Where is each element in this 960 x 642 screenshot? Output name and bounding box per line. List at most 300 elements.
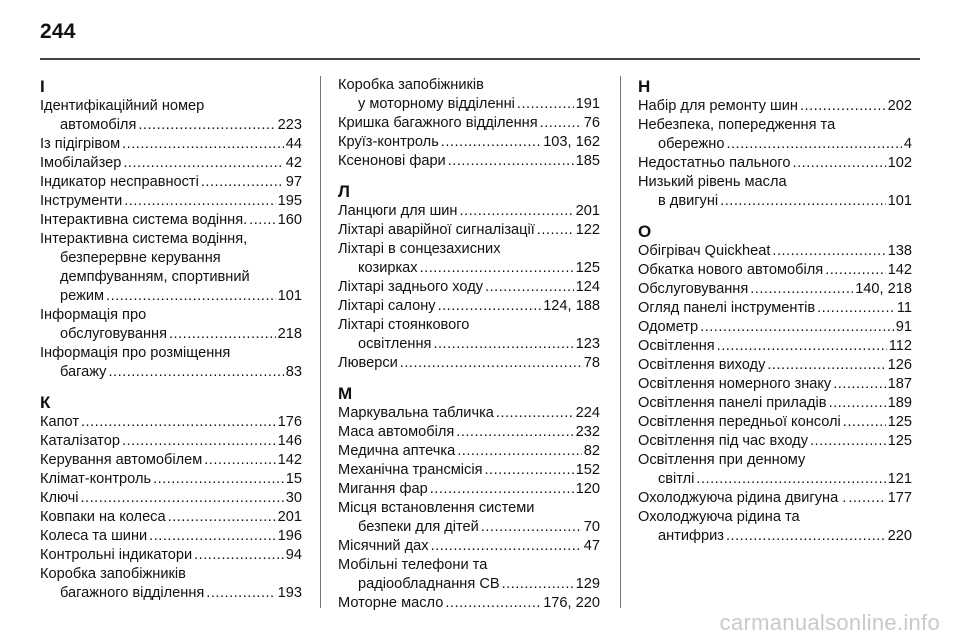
index-entry-line [40, 268, 302, 287]
index-entry [338, 221, 600, 240]
index-entry-line [638, 470, 912, 489]
index-entry-pages: 232 [575, 424, 600, 440]
index-entry-line [638, 394, 912, 413]
index-entry-line [338, 278, 600, 297]
dot-leader [848, 489, 885, 508]
index-entry-pages: 176, 220 [543, 595, 600, 611]
index-entry [338, 354, 600, 373]
index-entry [638, 97, 912, 116]
index-entry-term: Ліхтарі заднього ходу [338, 279, 484, 295]
index-entry-term: Клімат-контроль [40, 471, 152, 487]
index-entry-line [40, 470, 302, 489]
index-entry-term: Освітлення виходу [638, 357, 766, 373]
index-entry-pages: 125 [887, 433, 912, 449]
index-entry-line [338, 316, 600, 335]
index-entry-line [338, 575, 600, 594]
index-entry-term: безперервне керування [60, 250, 221, 266]
index-entry-line [338, 480, 600, 499]
index-entry-pages: 94 [285, 547, 302, 563]
index-entry [338, 461, 600, 480]
dot-leader [537, 221, 574, 240]
index-entry-pages: 146 [277, 433, 302, 449]
index-entry-term: Ідентифікаційний номер [40, 98, 205, 114]
index-entry [338, 297, 600, 316]
index-entry-pages: 44 [285, 136, 302, 152]
index-entry-pages: 152 [575, 462, 600, 478]
index-entry-pages: 138 [887, 243, 912, 259]
dot-leader [194, 546, 284, 565]
index-entry-term: автомобіля [60, 117, 137, 133]
dot-leader [456, 423, 573, 442]
index-entry [40, 451, 302, 470]
index-entry-term: Ліхтарі аварійної сигналізації [338, 222, 535, 238]
dot-leader [441, 133, 541, 152]
index-entry-pages: 224 [575, 405, 600, 421]
index-entry-line [638, 432, 912, 451]
index-entry-term: світлі [658, 471, 695, 487]
index-entry-line [338, 259, 600, 278]
index-entry [40, 211, 302, 230]
dot-leader [81, 489, 284, 508]
dot-leader [817, 299, 895, 318]
dot-leader [829, 394, 886, 413]
index-entry-line [338, 404, 600, 423]
index-entry-term: режим [60, 288, 105, 304]
index-entry [338, 76, 600, 114]
dot-leader [445, 594, 541, 613]
dot-leader [460, 202, 574, 221]
index-entry-term: Люверси [338, 355, 398, 371]
index-entry-line [638, 135, 912, 154]
dot-leader [201, 173, 284, 192]
dot-leader [720, 192, 885, 211]
index-entry-term: Каталізатор [40, 433, 120, 449]
index-entry-line [638, 192, 912, 211]
index-entry-line [40, 230, 302, 249]
index-entry-pages: 201 [575, 203, 600, 219]
index-entry-term: Індикатор несправності [40, 174, 199, 190]
index-entry-line [338, 537, 600, 556]
header-rule [40, 58, 920, 60]
dot-leader [106, 287, 276, 306]
index-entry-term: Кришка багажного відділення [338, 115, 538, 131]
index-entry-line [638, 280, 912, 299]
index-entry [40, 344, 302, 382]
index-entry-pages: 120 [575, 481, 600, 497]
index-entry-line [40, 325, 302, 344]
index-entry [40, 306, 302, 344]
index-entry-line [338, 499, 600, 518]
dot-leader [448, 152, 574, 171]
index-entry-line [338, 95, 600, 114]
index-entry-line [638, 337, 912, 356]
dot-leader [153, 470, 284, 489]
index-entry-term: Інформація про розміщення [40, 345, 231, 361]
index-entry-line [638, 116, 912, 135]
index-column-3 [638, 76, 912, 546]
dot-leader [825, 261, 885, 280]
dot-leader [420, 259, 574, 278]
index-entry-pages: 160 [277, 212, 302, 228]
dot-leader [726, 135, 901, 154]
index-entry [638, 299, 912, 318]
index-entry [638, 154, 912, 173]
index-entry [638, 451, 912, 489]
dot-leader [138, 116, 275, 135]
index-entry-pages: 15 [285, 471, 302, 487]
index-entry-pages: 223 [277, 117, 302, 133]
dot-leader [517, 95, 574, 114]
index-entry-term: Низький рівень масла [638, 174, 787, 190]
index-entry-line [40, 154, 302, 173]
dot-leader [767, 356, 885, 375]
index-entry [338, 133, 600, 152]
index-entry-pages: 83 [285, 364, 302, 380]
index-entry-pages: 82 [583, 443, 600, 459]
page-number: 244 [40, 20, 76, 43]
index-entry-term: Обслуговування [638, 281, 749, 297]
index-entry-term: Контрольні індикатори [40, 547, 193, 563]
index-entry-line [338, 423, 600, 442]
index-entry-line [638, 527, 912, 546]
index-entry-pages: 187 [887, 376, 912, 392]
dot-leader [149, 527, 275, 546]
index-entry-term: Освітлення панелі приладів [638, 395, 827, 411]
index-entry [338, 114, 600, 133]
index-entry-term: обережно [658, 136, 725, 152]
index-entry-term: Медична аптечка [338, 443, 456, 459]
dot-leader [122, 135, 284, 154]
index-entry [338, 423, 600, 442]
dot-leader [726, 527, 886, 546]
index-entry-line [338, 461, 600, 480]
index-entry-line [338, 240, 600, 259]
index-entry-term: Колеса та шини [40, 528, 148, 544]
index-column-2 [338, 76, 600, 613]
index-entry-term: Круїз-контроль [338, 134, 439, 150]
dot-leader [485, 278, 574, 297]
index-entry-pages: 201 [277, 509, 302, 525]
index-entry-line [638, 413, 912, 432]
index-entry-line [338, 594, 600, 613]
dot-leader [696, 470, 885, 489]
column-divider [620, 76, 621, 608]
index-entry-line [638, 173, 912, 192]
index-entry-term: Місця встановлення системи [338, 500, 535, 516]
index-entry-line [338, 335, 600, 354]
index-entry-pages: 218 [277, 326, 302, 342]
index-entry-pages: 102 [887, 155, 912, 171]
index-entry-pages: 142 [277, 452, 302, 468]
index-entry-pages: 101 [277, 288, 302, 304]
index-entry-line [638, 299, 912, 318]
index-entry-term: Імобілайзер [40, 155, 122, 171]
index-entry [638, 116, 912, 154]
index-entry-term: Охолоджуюча рідина та [638, 509, 800, 525]
index-entry-pages: 103, 162 [543, 134, 600, 150]
index-entry-line [40, 344, 302, 363]
dot-leader [457, 442, 582, 461]
index-entry [638, 280, 912, 299]
section-letter: О [638, 222, 652, 241]
index-entry-term: козирках [358, 260, 418, 276]
index-entry-term: обслуговування [60, 326, 167, 342]
index-entry-pages: 220 [887, 528, 912, 544]
dot-leader [124, 192, 275, 211]
index-entry-line [40, 287, 302, 306]
dot-leader [750, 280, 853, 299]
index-entry-line [40, 135, 302, 154]
index-entry-line [40, 211, 302, 230]
index-entry-term: в двигуні [658, 193, 719, 209]
index-entry-term: Капот [40, 414, 79, 430]
index-entry [40, 470, 302, 489]
index-entry-line [338, 354, 600, 373]
index-entry-pages: 11 [896, 300, 912, 316]
index-entry [338, 556, 600, 594]
index-entry-pages: 121 [887, 471, 912, 487]
index-entry-term: у моторному відділенні [358, 96, 515, 112]
dot-leader [206, 584, 275, 603]
index-entry-term: Інструменти [40, 193, 123, 209]
dot-leader [122, 432, 276, 451]
index-entry-pages: 185 [575, 153, 600, 169]
index-entry-line [338, 518, 600, 537]
dot-leader [169, 325, 276, 344]
index-entry-term: Ліхтарі стоянкового [338, 317, 470, 333]
index-entry-line [40, 363, 302, 382]
index-entry-pages: 125 [887, 414, 912, 430]
index-entry-pages: 124 [575, 279, 600, 295]
index-entry-line [638, 451, 912, 470]
index-entry [40, 173, 302, 192]
index-entry-term: Маркувальна табличка [338, 405, 494, 421]
index-entry [40, 154, 302, 173]
index-entry-line [40, 173, 302, 192]
index-entry-line [40, 413, 302, 432]
index-entry-term: Коробка запобіжників [40, 566, 186, 582]
index-entry-term: багажу [60, 364, 107, 380]
index-entry-line [338, 114, 600, 133]
index-entry-term: Набір для ремонту шин [638, 98, 798, 114]
dot-leader [108, 363, 283, 382]
dot-leader [433, 335, 573, 354]
index-entry [338, 202, 600, 221]
index-entry-pages: 140, 218 [855, 281, 912, 297]
index-entry-line [338, 202, 600, 221]
index-entry-term: Небезпека, попередження та [638, 117, 836, 133]
index-entry [338, 499, 600, 537]
index-entry [40, 192, 302, 211]
index-entry-line [338, 133, 600, 152]
index-entry [338, 404, 600, 423]
dot-leader [400, 354, 582, 373]
section-letter: І [40, 77, 45, 96]
index-entry [338, 240, 600, 278]
index-entry [638, 375, 912, 394]
index-entry-pages: 191 [575, 96, 600, 112]
index-entry [638, 337, 912, 356]
index-entry-line [338, 297, 600, 316]
index-entry-term: Мобільні телефони та [338, 557, 488, 573]
index-entry-pages: 126 [887, 357, 912, 373]
index-entry-term: Інтерактивна система водіння, [40, 231, 248, 247]
column-divider [320, 76, 321, 608]
index-entry-line [40, 584, 302, 603]
section-letter: Н [638, 77, 651, 96]
index-entry-pages: 76 [583, 115, 600, 131]
index-entry-pages: 42 [285, 155, 302, 171]
index-entry [40, 527, 302, 546]
index-entry [638, 173, 912, 211]
index-entry-term: Маса автомобіля [338, 424, 455, 440]
dot-leader [717, 337, 887, 356]
index-entry-line [40, 249, 302, 268]
index-entry-pages: 142 [887, 262, 912, 278]
index-entry-term: безпеки для дітей [358, 519, 479, 535]
index-entry [638, 432, 912, 451]
index-entry-term: Обкатка нового автомобіля [638, 262, 824, 278]
index-entry-pages: 122 [575, 222, 600, 238]
index-entry-pages: 101 [887, 193, 912, 209]
index-entry [638, 261, 912, 280]
index-entry-line [338, 442, 600, 461]
dot-leader [793, 154, 886, 173]
index-entry-line [40, 306, 302, 325]
index-entry-term: Із підігрівом [40, 136, 121, 152]
index-entry [40, 432, 302, 451]
index-entry-pages: 195 [277, 193, 302, 209]
index-entry-line [638, 508, 912, 527]
index-entry-term: Ксенонові фари [338, 153, 446, 169]
dot-leader [431, 537, 582, 556]
index-entry-pages: 30 [285, 490, 302, 506]
index-entry [40, 413, 302, 432]
dot-leader [249, 211, 275, 230]
index-entry-line [40, 97, 302, 116]
index-entry-line [40, 116, 302, 135]
index-entry-line [638, 489, 912, 508]
index-entry-line [638, 154, 912, 173]
index-entry [40, 97, 302, 135]
index-entry-pages: 70 [583, 519, 600, 535]
index-entry-line [638, 318, 912, 337]
index-entry [40, 489, 302, 508]
index-entry-line [40, 527, 302, 546]
index-entry-pages: 78 [583, 355, 600, 371]
dot-leader [438, 297, 542, 316]
index-entry-term: Ланцюги для шин [338, 203, 458, 219]
dot-leader [81, 413, 276, 432]
index-entry-pages: 177 [887, 490, 912, 506]
index-entry-term: Одометр [638, 319, 699, 335]
index-entry [638, 356, 912, 375]
index-entry-pages: 124, 188 [543, 298, 600, 314]
index-entry-line [638, 375, 912, 394]
index-entry [638, 242, 912, 261]
index-entry [338, 594, 600, 613]
index-entry-term: Мигання фар [338, 481, 428, 497]
dot-leader [496, 404, 574, 423]
section-letter: М [338, 384, 353, 403]
index-entry-term: Освітлення [638, 338, 715, 354]
index-entry-term: Ковпаки на колеса [40, 509, 166, 525]
index-entry-pages: 4 [903, 136, 912, 152]
index-entry-term: Інформація про [40, 307, 147, 323]
index-entry-line [638, 97, 912, 116]
index-entry-pages: 112 [888, 338, 912, 354]
index-entry-pages: 189 [887, 395, 912, 411]
index-entry [338, 537, 600, 556]
index-entry-line [638, 261, 912, 280]
index-entry-pages: 129 [575, 576, 600, 592]
index-entry-line [638, 242, 912, 261]
index-entry-pages: 196 [277, 528, 302, 544]
index-entry-term: Обігрівач Quickheat [638, 243, 771, 259]
index-entry-term: Ліхтарі в сонцезахисних [338, 241, 501, 257]
dot-leader [168, 508, 276, 527]
index-entry-line [40, 546, 302, 565]
index-column-1 [40, 76, 302, 603]
index-entry-line [338, 76, 600, 95]
index-entry [638, 318, 912, 337]
section-letter: Л [338, 182, 350, 201]
dot-leader [810, 432, 886, 451]
index-entry-term: Освітлення при денному [638, 452, 806, 468]
index-entry-term: освітлення [358, 336, 432, 352]
dot-leader [430, 480, 574, 499]
index-entry-term: Освітлення передньої консолі [638, 414, 841, 430]
index-entry-line [638, 356, 912, 375]
index-entry-term: Огляд панелі інструментів [638, 300, 816, 316]
index-entry-pages: 123 [575, 336, 600, 352]
index-entry [40, 230, 302, 306]
index-entry-line [338, 221, 600, 240]
index-entry-term: радіообладнання СВ [358, 576, 500, 592]
index-entry [638, 413, 912, 432]
index-entry-pages: 202 [887, 98, 912, 114]
index-entry-pages: 125 [575, 260, 600, 276]
index-entry-term: Моторне масло [338, 595, 444, 611]
section-letter: К [40, 393, 51, 412]
index-entry-term: багажного відділення [60, 585, 205, 601]
index-entry [338, 278, 600, 297]
index-entry-pages: 97 [285, 174, 302, 190]
index-entry-term: Інтерактивна система водіння. [40, 212, 248, 228]
index-entry-term: Освітлення номерного знаку [638, 376, 832, 392]
watermark: carmanualsonline.info [719, 610, 940, 635]
index-entry-pages: 193 [277, 585, 302, 601]
dot-leader [772, 242, 885, 261]
index-entry [338, 316, 600, 354]
index-entry-term: Ключі [40, 490, 79, 506]
index-entry [40, 508, 302, 527]
index-entry-term: Керування автомобілем [40, 452, 203, 468]
index-entry-pages: 91 [895, 319, 912, 335]
dot-leader [204, 451, 275, 470]
dot-leader [540, 114, 582, 133]
index-entry [338, 442, 600, 461]
dot-leader [700, 318, 894, 337]
index-entry-line [40, 565, 302, 584]
index-entry-term: Коробка запобіжників [338, 77, 484, 93]
index-entry-line [40, 432, 302, 451]
index-entry [338, 152, 600, 171]
dot-leader [843, 413, 886, 432]
index-entry-line [338, 152, 600, 171]
index-entry-line [40, 192, 302, 211]
index-entry-term: Механічна трансмісія [338, 462, 483, 478]
